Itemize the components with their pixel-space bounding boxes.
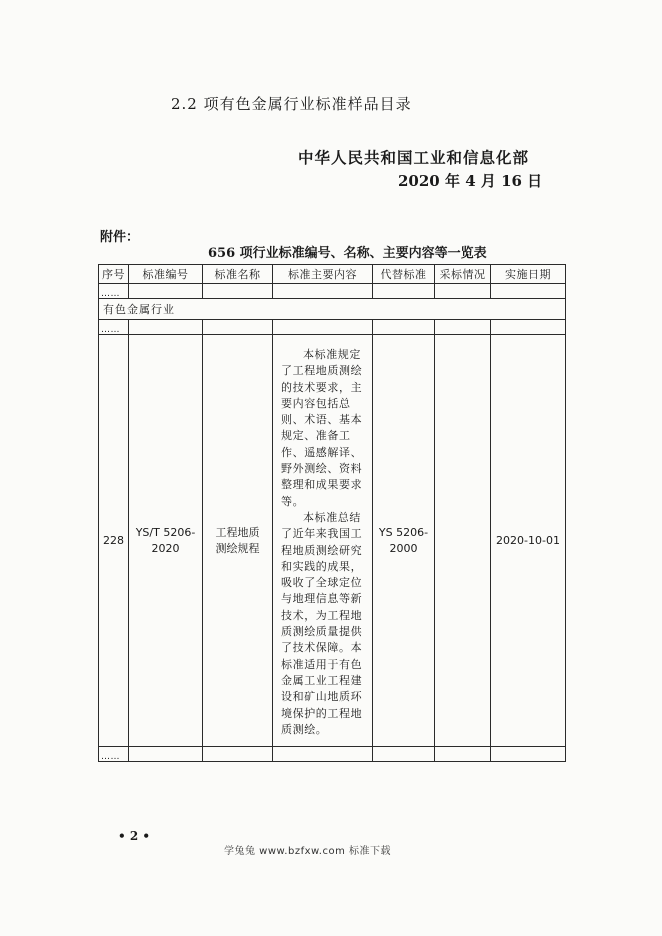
standard-content [273,335,373,747]
table-cell [373,284,435,299]
standards-table [98,264,566,762]
table-row [99,747,566,762]
table-cell [491,747,566,762]
effective-date: 2020-10-01 [491,335,566,747]
column-header-number: 序号 [99,265,129,284]
table-cell [273,747,373,762]
table-cell [435,284,491,299]
adoption-status [435,335,491,747]
issue-date: 2020 年 4 月 16 日 [398,172,543,190]
page-number: • 2 • [118,829,151,843]
table-row [99,320,566,335]
ellipsis-cell: …… [99,320,129,335]
column-header-code: 标准编号 [129,265,203,284]
content-paragraph-1: 本标准规定了工程地质测绘的技术要求，主要内容包括总则、术语、基本规定、准备工作、遥感解译、野外测绘、资料整理和成果要求等。 [281,348,363,508]
table-cell [373,320,435,335]
table-cell [273,284,373,299]
table-cell [203,284,273,299]
table-cell [435,320,491,335]
table-row [99,284,566,299]
issuing-ministry: 中华人民共和国工业和信息化部 [298,148,530,167]
ellipsis-cell: …… [99,284,129,299]
replaced-standard-line1: YS 5206- [378,525,429,539]
table-header-row [99,265,566,284]
standard-name [203,335,273,747]
industry-label: 有色金属行业 [99,299,566,320]
table-cell [491,284,566,299]
table-cell [129,747,203,762]
column-header-date: 实施日期 [491,265,566,284]
table-cell [129,284,203,299]
replaced-standard [373,335,435,747]
standard-code-line1: YS/T 5206- [135,525,196,539]
replaced-standard-line2: 2000 [389,541,418,555]
standard-name-line2: 测绘规程 [215,541,260,555]
table-row [99,335,566,747]
table-cell [203,320,273,335]
industry-row [99,299,566,320]
standard-code-line2: 2020 [151,541,180,555]
table-title: 656 项行业标准编号、名称、主要内容等一览表 [208,246,487,261]
table-cell [273,320,373,335]
standard-code [129,335,203,747]
table-cell [435,747,491,762]
column-header-content: 标准主要内容 [273,265,373,284]
table-cell [491,320,566,335]
content-paragraph-2: 本标准总结了近年来我国工程地质测绘研究和实践的成果，吸收了全球定位与地理信息等新技术，为工程地质测绘质量提供了技术保障。本标准适用于有色金属工业工程建设和矿山地质环境保护的工程地质测绘。 [281,510,363,736]
table-cell [373,747,435,762]
column-header-adoption: 采标情况 [435,265,491,284]
section-title: 2.2 项有色金属行业标准样品目录 [171,95,412,113]
column-header-name: 标准名称 [203,265,273,284]
table-cell [129,320,203,335]
ellipsis-cell: …… [99,747,129,762]
row-number: 228 [99,335,129,747]
attachment-label: 附件： [100,230,140,245]
table-cell [203,747,273,762]
standard-name-line1: 工程地质 [215,525,260,539]
column-header-replaced: 代替标准 [373,265,435,284]
watermark-text: 学兔兔 www.bzfxw.com 标准下载 [224,846,391,857]
